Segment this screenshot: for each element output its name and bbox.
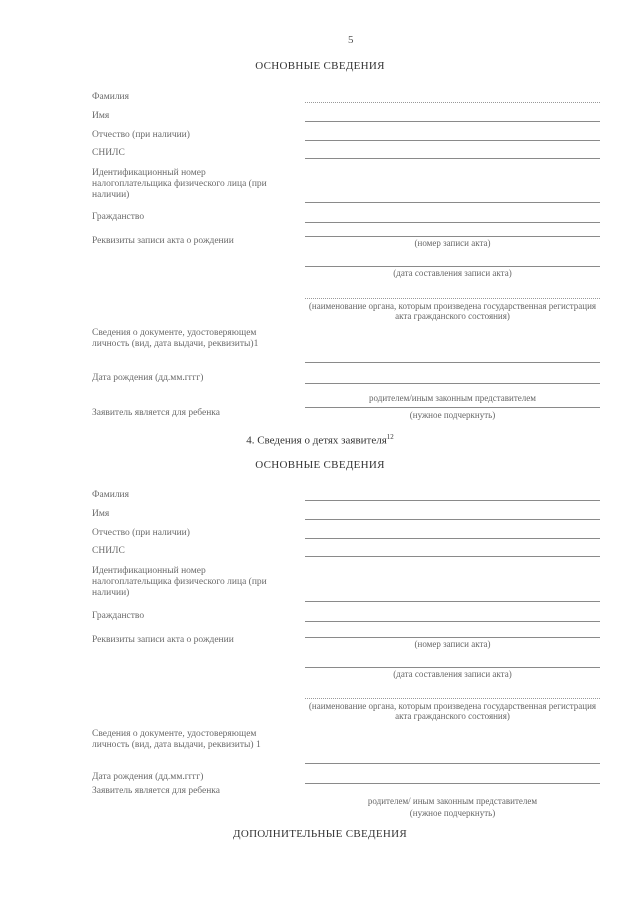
s1-registry-authority-caption: (наименование органа, которым произведена государственная регистрация акта гражданского состояния) [308, 301, 597, 321]
s2-record-date-caption: (дата составления записи акта) [393, 669, 512, 679]
s1-patronymic-label: Отчество (при наличии) [92, 130, 190, 140]
s2-id-document-line[interactable] [305, 763, 600, 764]
s1-inn-line[interactable] [305, 202, 600, 203]
s2-inn-line[interactable] [305, 601, 600, 602]
s2-name-label: Имя [92, 509, 110, 519]
s1-name-line[interactable] [305, 121, 600, 122]
s1-surname-label: Фамилия [92, 92, 130, 102]
s2-birth-date-label: Дата рождения (дд.мм.гггг) [92, 772, 204, 782]
s1-record-number-caption: (номер записи акта) [414, 238, 491, 248]
s1-record-date-caption: (дата составления записи акта) [393, 268, 512, 278]
s1-surname-line[interactable] [305, 102, 600, 103]
s1-id-document-label: Сведения о документе, удостоверяющем личность (вид, дата выдачи, реквизиты)1 [92, 328, 259, 349]
s2-birth-date-line[interactable] [305, 783, 600, 784]
s1-registry-authority-line[interactable] [305, 298, 600, 299]
s2-snils-label: СНИЛС [92, 546, 125, 556]
section4-title-text: 4. Сведения о детях заявителя [246, 434, 387, 447]
s1-underline-caption: (нужное подчеркнуть) [409, 410, 496, 420]
s1-applicant-role-label: Заявитель является для ребенка [92, 408, 220, 418]
s1-birth-date-label: Дата рождения (дд.мм.гггг) [92, 373, 204, 383]
s1-citizenship-label: Гражданство [92, 212, 145, 222]
s1-inn-label: Идентификационный номер налогоплательщика физического лица (при наличии) [92, 168, 267, 200]
s1-record-date-line[interactable] [305, 266, 600, 267]
s2-name-line[interactable] [305, 519, 600, 520]
s2-patronymic-label: Отчество (при наличии) [92, 528, 190, 538]
s2-record-number-caption: (номер записи акта) [414, 639, 491, 649]
s2-patronymic-line[interactable] [305, 538, 600, 539]
s2-record-date-line[interactable] [305, 667, 600, 668]
page-number: 5 [348, 34, 354, 46]
s2-surname-label: Фамилия [92, 490, 130, 500]
s1-snils-label: СНИЛС [92, 148, 125, 158]
section4-footnote-ref: 12 [386, 433, 394, 441]
s1-citizenship-line[interactable] [305, 222, 600, 223]
section2-heading: ОСНОВНЫЕ СВЕДЕНИЯ [255, 459, 385, 471]
s2-record-number-line[interactable] [305, 637, 600, 638]
s2-citizenship-label: Гражданство [92, 611, 145, 621]
s1-name-label: Имя [92, 111, 110, 121]
s2-registry-authority-line[interactable] [305, 698, 600, 699]
s1-patronymic-line[interactable] [305, 140, 600, 141]
s2-birth-record-label: Реквизиты записи акта о рождении [92, 635, 234, 645]
s2-registry-authority-caption: (наименование органа, которым произведена государственная регистрация акта гражданского состояния) [308, 701, 597, 721]
s1-snils-line[interactable] [305, 158, 600, 159]
s1-birth-record-label: Реквизиты записи акта о рождении [92, 236, 234, 246]
additional-heading: ДОПОЛНИТЕЛЬНЫЕ СВЕДЕНИЯ [233, 828, 407, 840]
s2-surname-line[interactable] [305, 500, 600, 501]
section1-heading: ОСНОВНЫЕ СВЕДЕНИЯ [255, 60, 385, 72]
s2-snils-line[interactable] [305, 556, 600, 557]
section4-title [0, 433, 640, 447]
s1-birth-date-line[interactable] [305, 383, 600, 384]
s2-citizenship-line[interactable] [305, 621, 600, 622]
s1-role-options[interactable]: родителем/иным законным представителем [369, 393, 536, 403]
s1-role-line [305, 407, 600, 408]
s2-applicant-role-label: Заявитель является для ребенка [92, 786, 220, 796]
s1-id-document-line[interactable] [305, 362, 600, 363]
s2-id-document-label: Сведения о документе, удостоверяющем личность (вид, дата выдачи, реквизиты) 1 [92, 729, 261, 750]
s2-role-options[interactable]: родителем/ иным законным представителем [367, 796, 538, 806]
s1-record-number-line[interactable] [305, 236, 600, 237]
s2-inn-label: Идентификационный номер налогоплательщика физического лица (при наличии) [92, 566, 267, 598]
s2-underline-caption: (нужное подчеркнуть) [409, 808, 496, 818]
